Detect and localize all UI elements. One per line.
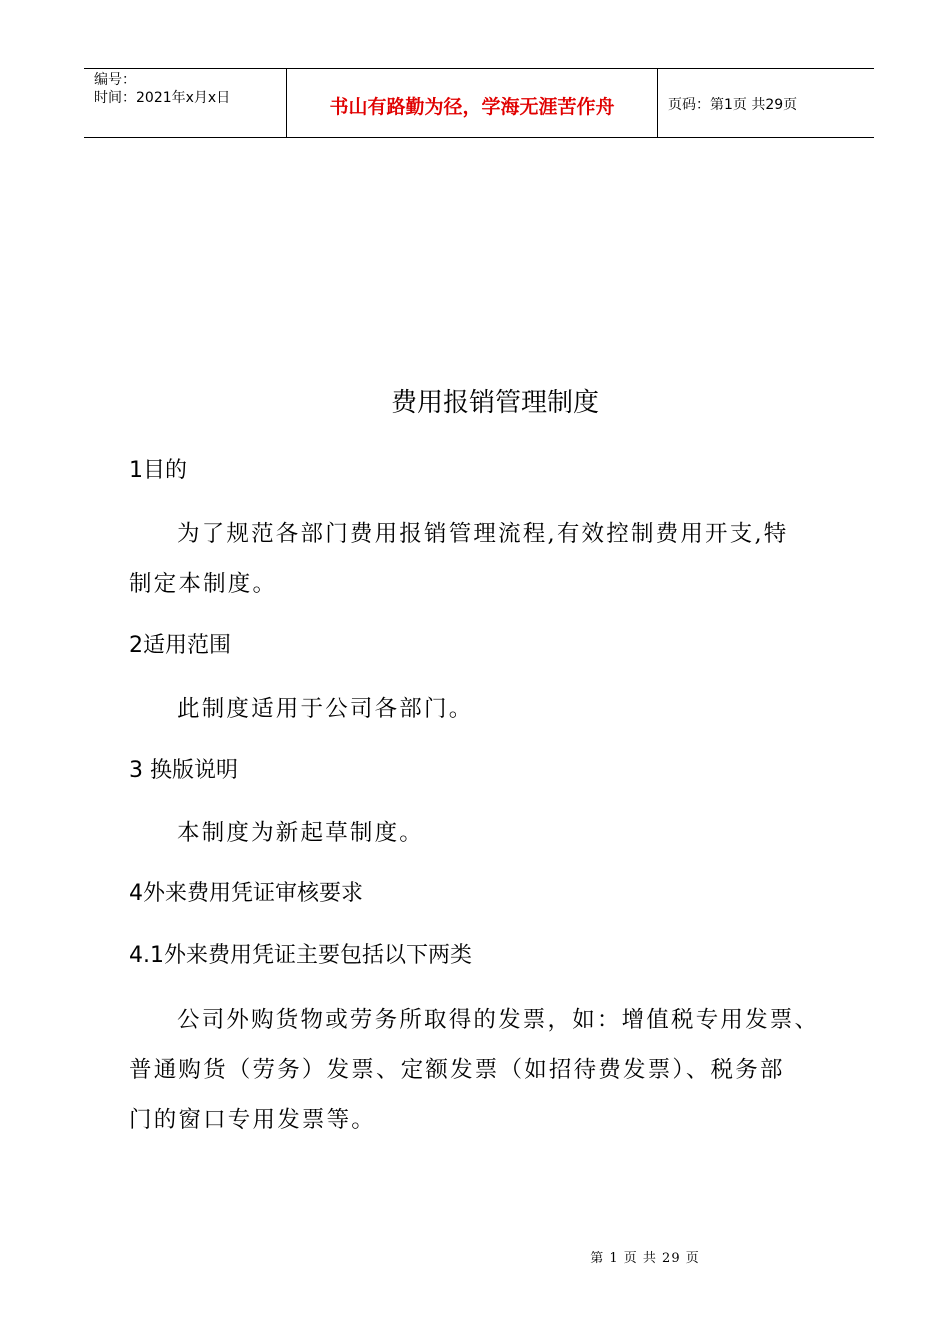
header-motto: 书山有路勤为径，学海无涯苦作舟	[329, 95, 615, 118]
section-paragraph	[129, 808, 849, 858]
header-meta-cell	[84, 69, 286, 137]
paragraph-line: 门的窗口专用发票等。	[129, 1107, 377, 1133]
header-motto-cell	[286, 69, 658, 137]
document-number-label: 编号：	[94, 72, 136, 88]
document-title: 费用报销管理制度	[390, 388, 599, 418]
paragraph-line: 普通购货（劳务）发票、定额发票（如招待费发票）、税务部	[129, 1057, 785, 1083]
paragraph-line: 制定本制度。	[129, 571, 278, 597]
section-heading: 4外来费用凭证审核要求	[129, 881, 363, 906]
section-heading: 3 换版说明	[129, 758, 238, 783]
document-time-label: 时间：2021年x月x日	[94, 90, 231, 106]
section-heading: 1目的	[129, 458, 187, 483]
paragraph-line: 公司外购货物或劳务所取得的发票，如：增值税专用发票、	[177, 1007, 820, 1033]
section-paragraph	[129, 509, 849, 609]
paragraph-line: 为了规范各部门费用报销管理流程,有效控制费用开支,特	[177, 521, 789, 547]
page-footer: 第 1 页 共 29 页	[590, 1251, 700, 1266]
paragraph-line: 本制度为新起草制度。	[177, 820, 425, 846]
document-header	[84, 68, 874, 138]
section-heading: 2适用范围	[129, 633, 231, 658]
section-heading: 4.1外来费用凭证主要包括以下两类	[129, 943, 472, 968]
paragraph-line: 此制度适用于公司各部门。	[177, 696, 474, 722]
section-paragraph	[129, 995, 849, 1145]
header-page-label: 页码：第1页 共29页	[668, 97, 798, 113]
header-page-cell	[658, 69, 874, 137]
section-paragraph	[129, 684, 849, 734]
